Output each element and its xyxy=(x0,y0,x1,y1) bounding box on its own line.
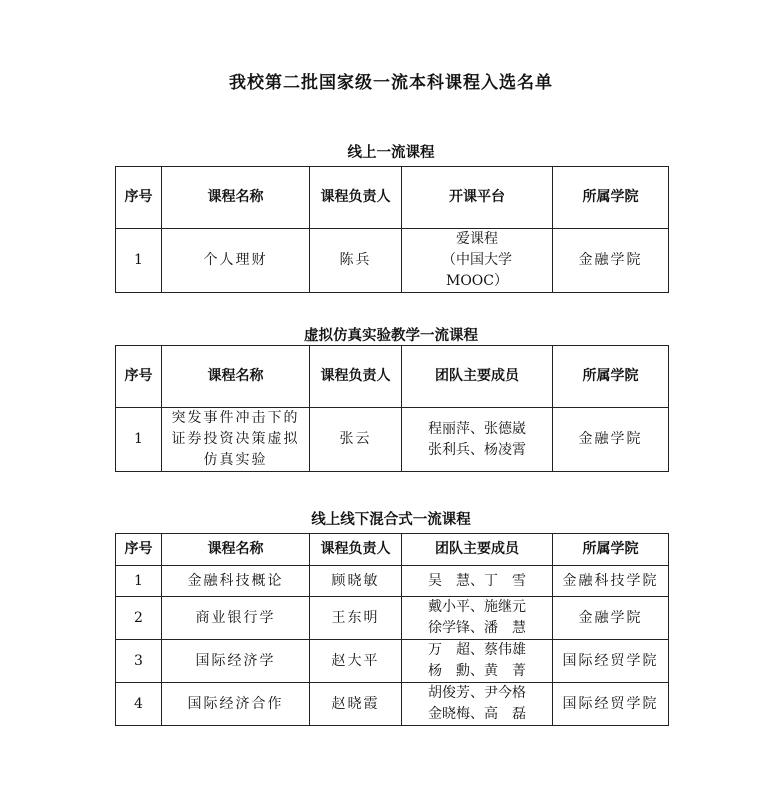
header-members: 团队主要成员 xyxy=(402,534,553,566)
cell-course: 国际经济学 xyxy=(162,640,310,683)
course-line-3: 仿真实验 xyxy=(203,452,268,468)
header-course: 课程名称 xyxy=(162,346,310,408)
header-college: 所属学院 xyxy=(553,534,669,566)
platform-line-1: 爱课程 xyxy=(456,231,498,247)
header-college: 所属学院 xyxy=(553,346,669,408)
header-lead: 课程负责人 xyxy=(310,346,402,408)
cell-members xyxy=(402,597,553,640)
cell-college: 国际经贸学院 xyxy=(553,640,669,683)
header-course: 课程名称 xyxy=(162,167,310,229)
cell-members xyxy=(402,683,553,726)
table-header-row xyxy=(116,346,669,408)
table-header-row xyxy=(116,167,669,229)
platform-line-3: MOOC） xyxy=(445,273,508,289)
course-line-2: 证券投资决策虚拟 xyxy=(171,431,300,447)
cell-members xyxy=(402,640,553,683)
cell-no: 1 xyxy=(116,408,162,472)
table-row xyxy=(116,597,669,640)
cell-course: 商业银行学 xyxy=(162,597,310,640)
cell-lead: 陈兵 xyxy=(310,229,402,293)
cell-course: 个人理财 xyxy=(162,229,310,293)
page-title: 我校第二批国家级一流本科课程入选名单 xyxy=(229,73,553,93)
header-platform: 开课平台 xyxy=(402,167,553,229)
table-blended-courses xyxy=(115,533,669,726)
members-line-1: 胡俊芳、尹今格 xyxy=(428,685,526,701)
members-line-2: 张利兵、杨凌霄 xyxy=(428,441,526,458)
cell-no: 1 xyxy=(116,566,162,597)
cell-lead: 王东明 xyxy=(310,597,402,640)
table-virtual-courses xyxy=(115,345,669,472)
cell-course: 金融科技概论 xyxy=(162,566,310,597)
table-row xyxy=(116,566,669,597)
cell-course xyxy=(162,408,310,472)
table-row xyxy=(116,408,669,472)
cell-members xyxy=(402,408,553,472)
header-college: 所属学院 xyxy=(553,167,669,229)
cell-no: 3 xyxy=(116,640,162,683)
table-row xyxy=(116,640,669,683)
course-line-1: 突发事件冲击下的 xyxy=(171,410,300,426)
members-line-1: 万 超、蔡伟雄 xyxy=(428,642,526,658)
section-title-blended: 线上线下混合式一流课程 xyxy=(311,512,471,528)
header-lead: 课程负责人 xyxy=(310,534,402,566)
cell-lead: 赵大平 xyxy=(310,640,402,683)
table-row xyxy=(116,683,669,726)
cell-college: 金融学院 xyxy=(553,408,669,472)
cell-no: 2 xyxy=(116,597,162,640)
platform-line-2: （中国大学 xyxy=(442,252,512,268)
table-row xyxy=(116,229,669,293)
members-line-2: 杨 勳、黄 菁 xyxy=(428,663,526,679)
members-line-1: 程丽萍、张德崴 xyxy=(428,420,526,437)
cell-lead: 赵晓霞 xyxy=(310,683,402,726)
members-line-2: 徐学锋、潘 慧 xyxy=(428,620,526,636)
header-no: 序号 xyxy=(116,346,162,408)
cell-lead: 顾晓敏 xyxy=(310,566,402,597)
cell-college: 国际经贸学院 xyxy=(553,683,669,726)
cell-lead: 张云 xyxy=(310,408,402,472)
cell-platform xyxy=(402,229,553,293)
header-lead: 课程负责人 xyxy=(310,167,402,229)
header-no: 序号 xyxy=(116,534,162,566)
cell-college: 金融学院 xyxy=(553,597,669,640)
cell-no: 1 xyxy=(116,229,162,293)
table-online-courses xyxy=(115,166,669,293)
cell-no: 4 xyxy=(116,683,162,726)
members-line-1: 戴小平、施继元 xyxy=(428,599,526,615)
header-members: 团队主要成员 xyxy=(402,346,553,408)
cell-college: 金融科技学院 xyxy=(553,566,669,597)
header-no: 序号 xyxy=(116,167,162,229)
section-title-online: 线上一流课程 xyxy=(347,145,435,161)
cell-course: 国际经济合作 xyxy=(162,683,310,726)
members-line-2: 金晓梅、高 磊 xyxy=(428,706,526,722)
cell-college: 金融学院 xyxy=(553,229,669,293)
cell-members: 吴 慧、丁 雪 xyxy=(402,566,553,597)
section-title-virtual: 虚拟仿真实验教学一流课程 xyxy=(304,328,478,344)
header-course: 课程名称 xyxy=(162,534,310,566)
table-header-row xyxy=(116,534,669,566)
